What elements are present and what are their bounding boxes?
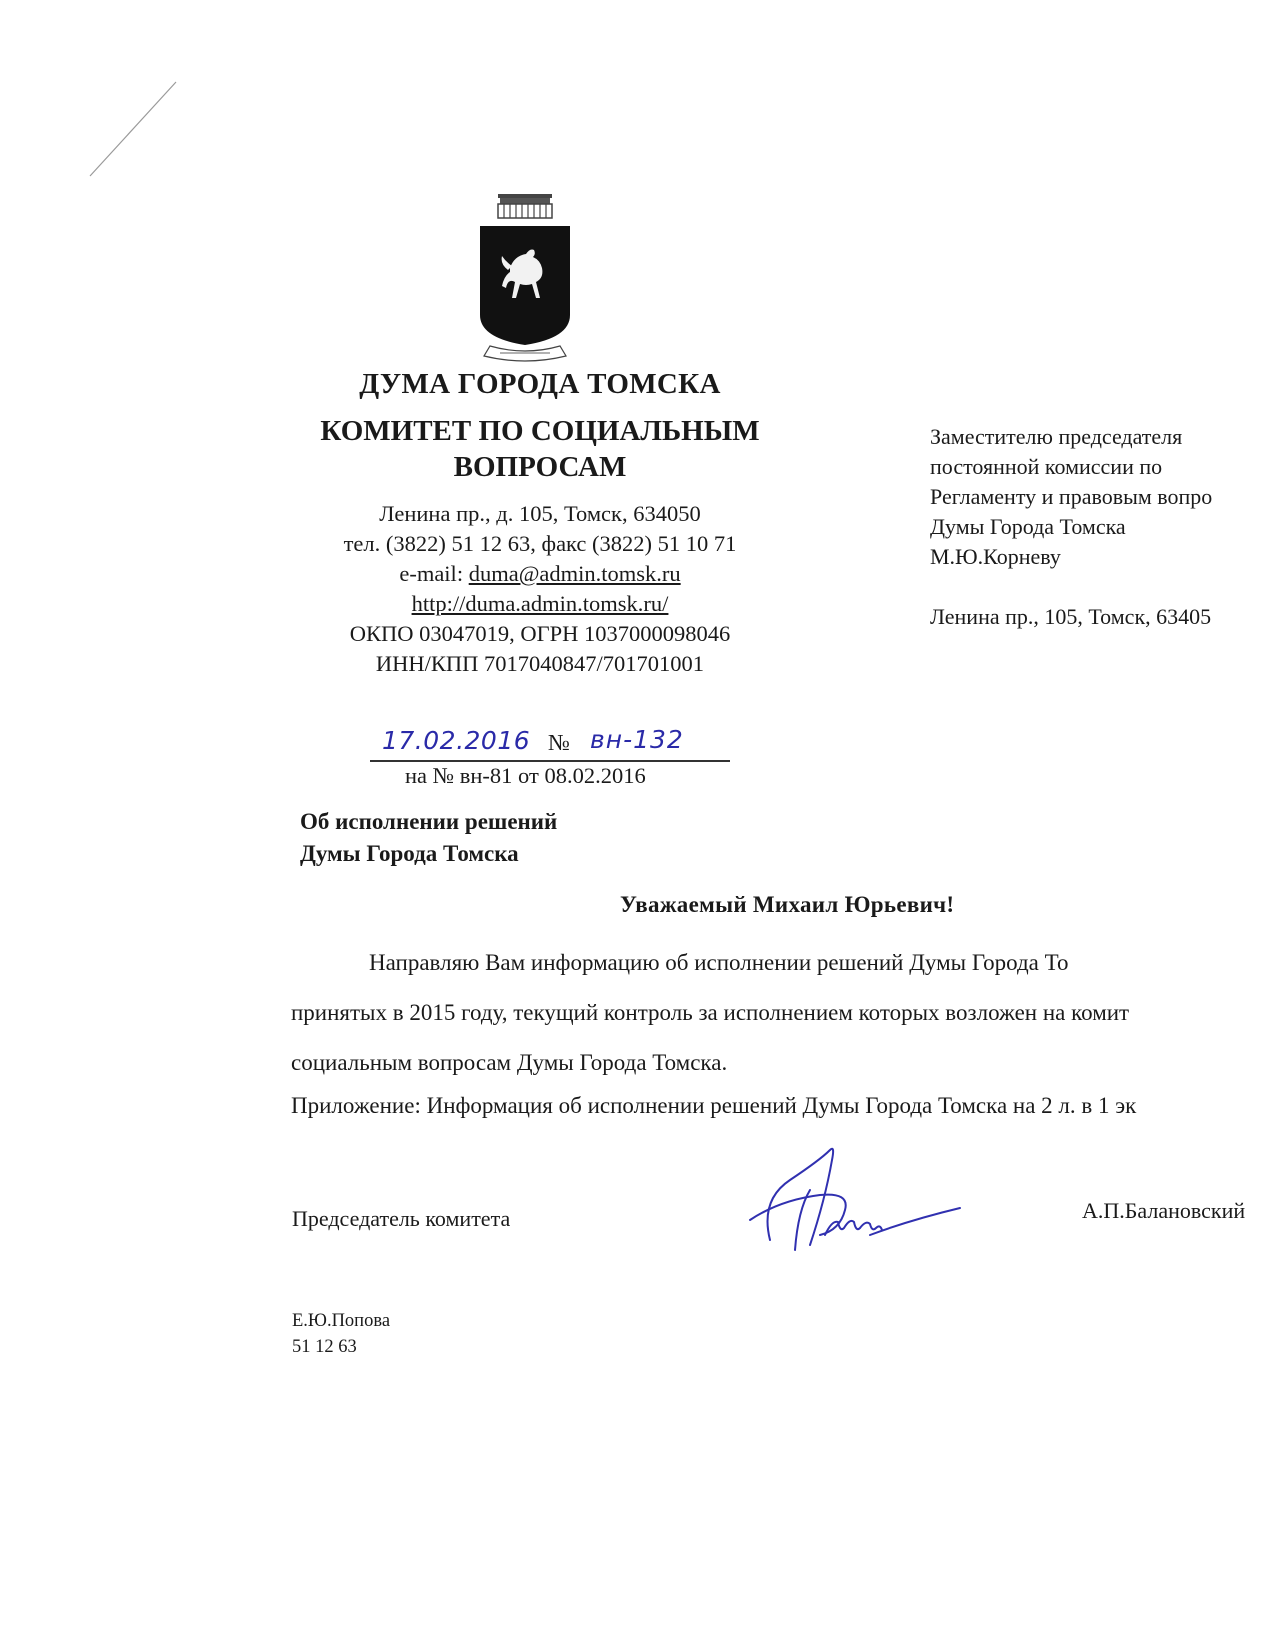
registration-date: 17.02.2016 <box>382 726 531 755</box>
committee-name <box>270 413 810 485</box>
letter-subject <box>300 806 557 870</box>
recipient-line: Регламенту и правовым вопро <box>930 484 1213 509</box>
recipient-address: Ленина пр., 105, Томск, 63405 <box>930 604 1212 629</box>
email-label: e-mail: <box>399 561 469 586</box>
org-email-line <box>270 559 810 589</box>
signature-icon <box>740 1140 980 1260</box>
registration-reference: на № вн-81 от 08.02.2016 <box>405 763 646 788</box>
recipient-name: М.Ю.Корневу <box>930 544 1061 569</box>
org-phone-fax: тел. (3822) 51 12 63, факс (3822) 51 10 71 <box>343 531 737 556</box>
org-address: Ленина пр., д. 105, Томск, 634050 <box>379 501 701 526</box>
subject-line1: Об исполнении решений <box>300 809 558 834</box>
letterhead <box>270 360 810 679</box>
subject-line2: Думы Города Томска <box>300 841 519 866</box>
signatory-name: А.П.Балановский <box>1082 1198 1246 1223</box>
registration-number: вн-132 <box>590 725 684 754</box>
salutation: Уважаемый Михаил Юрьевич! <box>620 892 955 917</box>
recipient-line: Заместителю председателя <box>930 424 1183 449</box>
registration-underline <box>370 760 730 762</box>
recipient-block <box>930 422 1212 632</box>
body-line3: социальным вопросам Думы Города Томска. <box>291 1050 728 1075</box>
org-contacts <box>270 499 810 679</box>
letter-body <box>291 938 1275 1124</box>
tomsk-coat-of-arms-icon <box>470 190 580 365</box>
annex-line: Приложение: Информация об исполнении решений Думы Города Томска на 2 л. в 1 эк <box>291 1093 1137 1118</box>
org-name: ДУМА ГОРОДА ТОМСКА <box>359 368 721 400</box>
body-line1: Направляю Вам информацию об исполнении решений Думы Города То <box>369 950 1069 975</box>
org-inn-kpp: ИНН/КПП 7017040847/701701001 <box>375 651 705 676</box>
signatory-position: Председатель комитета <box>292 1206 511 1231</box>
executor-phone: 51 12 63 <box>292 1337 357 1357</box>
committee-name-line2: ВОПРОСАМ <box>453 451 627 483</box>
email-link[interactable]: duma@admin.tomsk.ru <box>468 561 681 586</box>
scan-artifact-line <box>88 80 178 180</box>
recipient-line: Думы Города Томска <box>930 514 1126 539</box>
body-line2: принятых в 2015 году, текущий контроль за исполнением которых возложен на комит <box>291 1000 1130 1025</box>
registration-number-sign: № <box>548 730 570 755</box>
executor-name: Е.Ю.Попова <box>292 1311 391 1331</box>
website-link[interactable]: http://duma.admin.tomsk.ru/ <box>411 591 669 616</box>
recipient-line: постоянной комиссии по <box>930 454 1163 479</box>
org-okpo-ogrn: ОКПО 03047019, ОГРН 1037000098046 <box>349 621 731 646</box>
executor-block <box>292 1308 390 1360</box>
committee-name-line1: КОМИТЕТ ПО СОЦИАЛЬНЫМ <box>320 415 760 447</box>
